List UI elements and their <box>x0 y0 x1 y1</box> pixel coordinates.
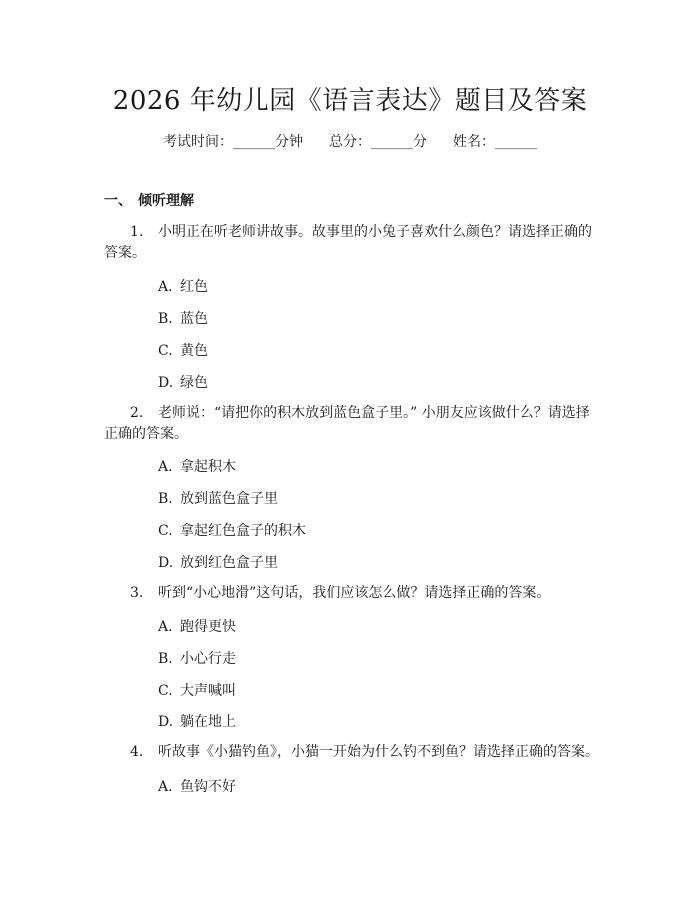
option-item <box>158 372 208 392</box>
option-item <box>158 340 208 360</box>
option-letter: A. <box>158 779 173 795</box>
option-item <box>158 520 306 540</box>
question-number: 3. <box>130 585 144 601</box>
question-number: 4. <box>130 744 144 760</box>
time-blank: ______ <box>233 134 275 150</box>
question-text: 听故事《小猫钓鱼》，小猫一开始为什么钓不到鱼？请选择正确的答案。 <box>158 744 599 760</box>
option-text: 蓝色 <box>180 311 208 327</box>
option-item <box>158 276 208 296</box>
option-text: 放到蓝色盒子里 <box>180 491 278 507</box>
option-text: 鱼钩不好 <box>180 779 236 795</box>
name-label: 姓名： <box>453 134 495 150</box>
question-text: 听到“小心地滑”这句话，我们应该怎么做？请选择正确的答案。 <box>158 585 551 601</box>
option-letter: B. <box>158 491 173 507</box>
option-letter: C. <box>158 683 173 699</box>
option-letter: D. <box>158 375 174 391</box>
question-1 <box>104 222 601 264</box>
question-4 <box>104 742 601 763</box>
option-letter: C. <box>158 343 173 359</box>
time-label: 考试时间： <box>163 134 233 150</box>
option-item <box>158 711 236 731</box>
option-item <box>158 308 208 328</box>
question-number: 1. <box>130 224 144 240</box>
score-unit: 分 <box>413 134 427 150</box>
option-item <box>158 648 236 668</box>
score-label: 总分： <box>329 134 371 150</box>
option-text: 拿起积木 <box>180 459 236 475</box>
option-text: 大声喊叫 <box>180 683 236 699</box>
section-title: 倾听理解 <box>138 193 194 209</box>
option-item <box>158 616 236 636</box>
option-text: 绿色 <box>180 375 208 391</box>
option-letter: D. <box>158 714 174 730</box>
option-text: 拿起红色盒子的积木 <box>180 523 306 539</box>
option-letter: A. <box>158 459 173 475</box>
exam-info-line <box>0 131 700 151</box>
time-unit: 分钟 <box>275 134 303 150</box>
question-number: 2. <box>130 405 144 421</box>
option-letter: B. <box>158 651 173 667</box>
option-letter: A. <box>158 279 173 295</box>
option-text: 红色 <box>180 279 208 295</box>
option-item <box>158 776 236 796</box>
option-item <box>158 488 278 508</box>
option-item <box>158 456 236 476</box>
option-text: 跑得更快 <box>180 619 236 635</box>
option-letter: B. <box>158 311 173 327</box>
question-3 <box>104 583 601 604</box>
option-text: 黄色 <box>180 343 208 359</box>
option-text: 躺在地上 <box>180 714 236 730</box>
option-item <box>158 680 236 700</box>
option-text: 放到红色盒子里 <box>180 555 278 571</box>
question-2 <box>104 403 601 445</box>
page-title: 2026 年幼儿园《语言表达》题目及答案 <box>112 86 588 116</box>
question-text: 小明正在听老师讲故事。故事里的小兔子喜欢什么颜色？请选择正确的答案。 <box>104 224 592 261</box>
section-number: 一、 <box>104 193 132 209</box>
option-text: 小心行走 <box>180 651 236 667</box>
option-letter: D. <box>158 555 174 571</box>
section-heading <box>104 190 194 210</box>
option-letter: C. <box>158 523 173 539</box>
option-letter: A. <box>158 619 173 635</box>
question-text: 老师说：“请把你的积木放到蓝色盒子里。” 小朋友应该做什么？请选择正确的答案。 <box>104 405 590 442</box>
score-blank: ______ <box>371 134 413 150</box>
name-blank: ______ <box>495 134 537 150</box>
option-item <box>158 552 278 572</box>
